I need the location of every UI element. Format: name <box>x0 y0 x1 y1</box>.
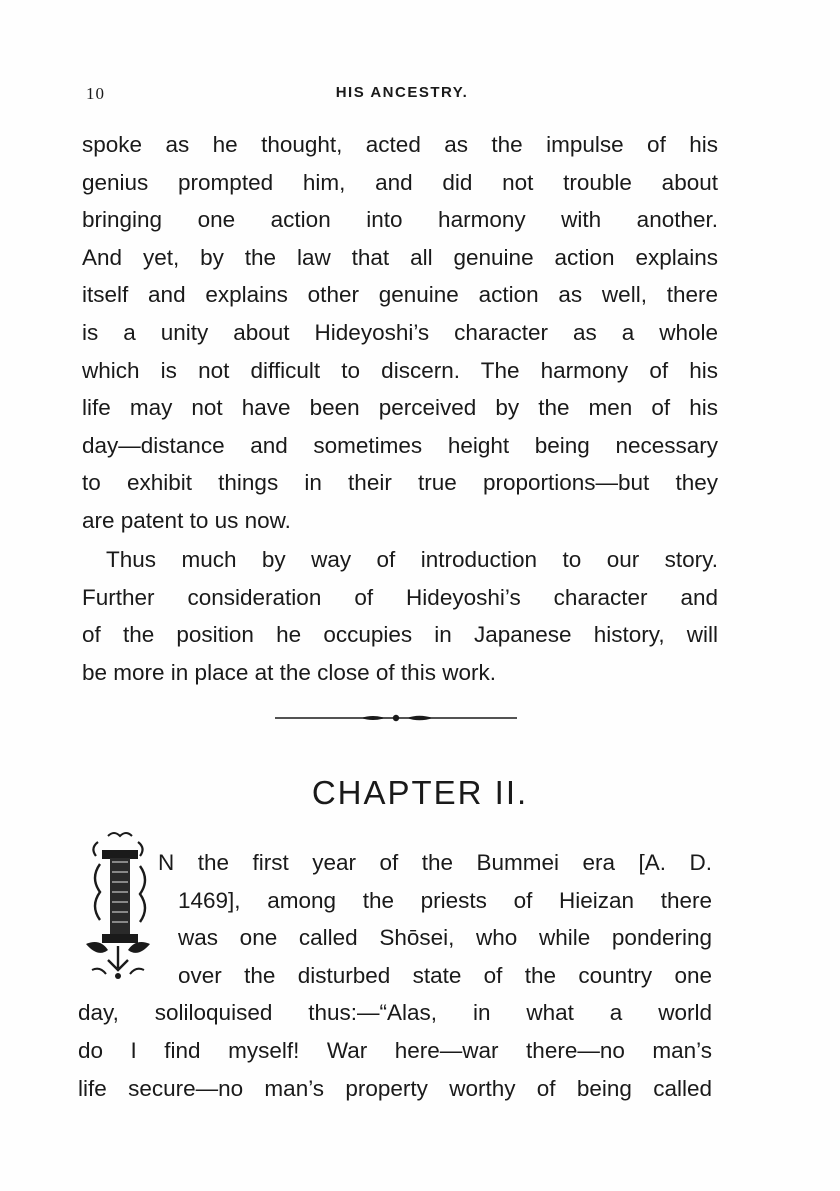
running-head <box>86 84 718 110</box>
text-line: itself and explains other genuine action as well, there <box>82 282 718 308</box>
chapter-opening-paragraph <box>78 844 712 1107</box>
text-line: Thus much by way of introduction to our story. <box>106 547 718 572</box>
text-line: which is not difficult to discern. The harmony of his <box>82 357 718 383</box>
text-line: bringing one action into harmony with another. <box>82 207 718 233</box>
page-number: 10 <box>86 84 105 103</box>
text-line: do I find myself! War here—war there—no man’s <box>78 1037 712 1063</box>
text-line: over the disturbed state of the country one <box>178 962 712 988</box>
chapter-title: CHAPTER II. <box>311 774 529 811</box>
text-line: of the position he occupies in Japanese history, will <box>82 622 718 648</box>
text-line: is a unity about Hideyoshi’s character as a whole <box>82 319 718 345</box>
text-line: Further consideration of Hideyoshi’s character and <box>82 584 718 610</box>
text-line: genius prompted him, and did not trouble about <box>82 169 718 195</box>
text-line: spoke as he thought, acted as the impulse of his <box>82 132 718 157</box>
text-line: N the first year of the Bummei era [A. D. <box>158 850 712 875</box>
text-line: was one called Shōsei, who while pondering <box>178 925 712 951</box>
text-line: 1469], among the priests of Hieizan there <box>178 887 712 913</box>
text-line: be more in place at the close of this work. <box>82 659 496 685</box>
paragraph-2 <box>82 541 718 691</box>
text-line: day, soliloquised thus:—“Alas, in what a world <box>78 1000 712 1026</box>
running-title: HIS ANCESTRY. <box>335 84 469 101</box>
paragraph-1 <box>82 126 718 540</box>
text-line: And yet, by the law that all genuine action explains <box>82 244 718 270</box>
text-line: day—distance and sometimes height being necessary <box>82 432 718 458</box>
section-divider-ornament <box>275 707 517 729</box>
text-line: to exhibit things in their true proportions—but they <box>82 470 718 496</box>
text-line: life secure—no man’s property worthy of being called <box>78 1075 712 1101</box>
text-line: are patent to us now. <box>82 507 291 533</box>
text-line: life may not have been perceived by the men of his <box>82 395 718 421</box>
